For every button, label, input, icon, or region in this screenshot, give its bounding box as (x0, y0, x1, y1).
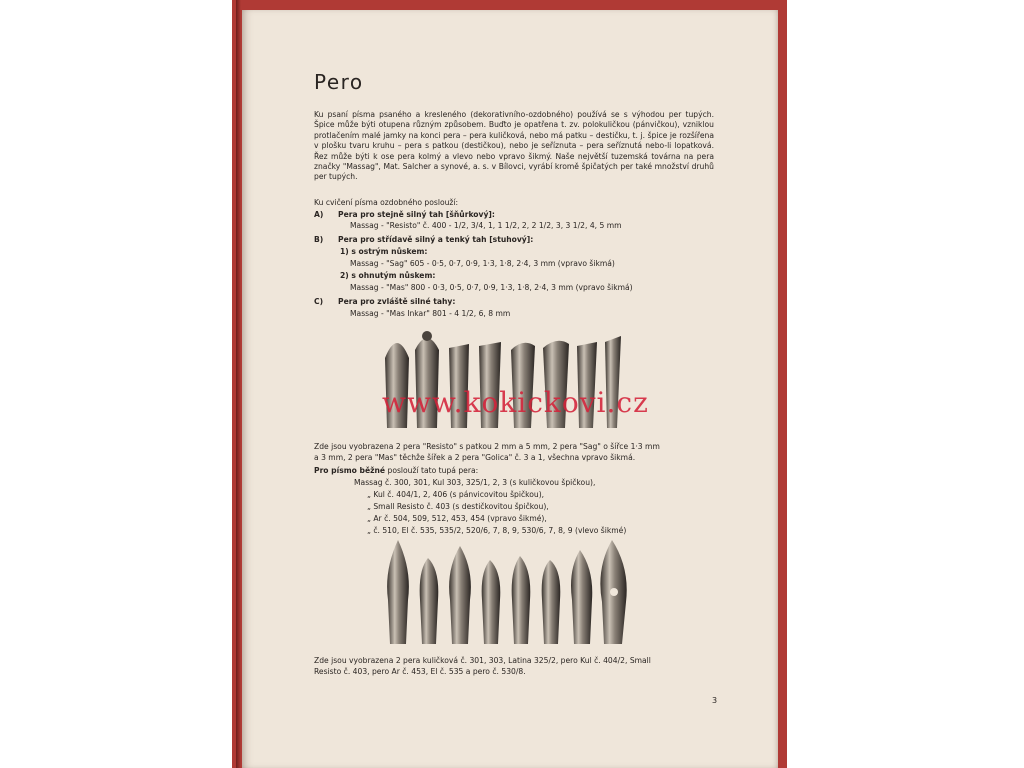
caption-1-line-2: a 3 mm, 2 pera "Mas" těchže šířek a 2 pera "Golica" č. 3 a 1, všechna vpravo šikmá. (314, 453, 636, 462)
section-b2-text: Massag - "Mas" 800 - 0·3, 0·5, 0·7, 0·9, 1·3, 1·8, 2·4, 3 mm (vpravo šikmá) (350, 283, 633, 292)
list-item: „ Kul č. 404/1, 2, 406 (s pánvicovitou špičkou), (367, 490, 545, 499)
nib-latina-325-2 (449, 546, 471, 644)
section-b1-text: Massag - "Sag" 605 - 0·5, 0·7, 0·9, 1·3, 1·8, 2·4, 3 mm (vpravo šikmá) (350, 259, 615, 268)
pen-nibs-illustration-2 (380, 540, 640, 648)
list-item: „ Ar č. 504, 509, 512, 453, 454 (vpravo šikmé), (367, 514, 547, 523)
page-heading: Pero (314, 70, 364, 94)
nib-ar-453 (542, 560, 561, 644)
nib-small-resisto-403 (512, 556, 531, 644)
section-c-label: C) (314, 297, 324, 306)
page-number: 3 (712, 696, 718, 705)
ornamental-intro-text: Ku cvičení písma ozdobného poslouží: (314, 198, 459, 207)
book-spine-shadow (236, 0, 241, 768)
section-b-title: Pera pro střídavě silný a tenký tah [stuhový]: (338, 235, 534, 244)
section-b1-title: 1) s ostrým nůskem: (340, 247, 428, 256)
caption-1-line-1: Zde jsou vyobrazena 2 pera "Resisto" s patkou 2 mm a 5 mm, 2 pera "Sag" o šířce 1·3 mm (314, 442, 660, 451)
list-item: „ č. 510, El č. 535, 535/2, 520/6, 7, 8, 9, 530/6, 7, 8, 9 (vlevo šikmé) (367, 526, 627, 535)
nib-kul-303 (420, 558, 439, 644)
list-item: „ Small Resisto č. 403 (s destičkovitou špičkou), (367, 502, 549, 511)
nib-530-8 (600, 540, 626, 644)
common-pens-intro (314, 466, 478, 476)
section-a-label: A) (314, 210, 324, 219)
section-a-title: Pera pro stejně silný tah [šňůrkový]: (338, 210, 495, 219)
nib-el-535 (571, 550, 592, 644)
section-b2-title: 2) s ohnutým nůskem: (340, 271, 436, 280)
section-c-text: Massag - "Mas Inkar" 801 - 4 1/2, 6, 8 mm (350, 309, 511, 318)
common-pens-title: Pro písmo běžné (314, 466, 386, 475)
intro-paragraph: Ku psaní písma psaného a kresleného (dekorativního-ozdobného) používá se s výhodou per tupých. Špice může býti otupena různým způsobem. Buďto je opatřena t. zv. polokuličkou (pánvičkou), vzniklou protlačením malé jamky na konci pera – pera kuličková, nebo má patku – destičku, t. j. špice je rozšířena v plošku tvaru kruhu – pera s patkou (destičkou), nebo je seříznuta – pera seříznutá nebo-li lopatková. Řez může býti k ose pera kolmý a vlevo nebo vpravo šikmý. Naše největší tuzemská továrna na pera značky "Massag", Mat. Salcher a synové, a. s. v Bílovci, vyrábí kromě špičatých per také množství druhů per tupých. (314, 110, 714, 182)
nib-kul-404-2 (482, 560, 501, 644)
section-b-label: B) (314, 235, 324, 244)
caption-2-line-1: Zde jsou vyobrazena 2 pera kuličková č. 301, 303, Latina 325/2, pero Kul č. 404/2, Small (314, 656, 651, 665)
caption-2-line-2: Resisto č. 403, pero Ar č. 453, El č. 535 a pero č. 530/8. (314, 667, 526, 676)
common-pens-rest: poslouží tato tupá pera: (387, 466, 479, 475)
list-item: Massag č. 300, 301, Kul 303, 325/1, 2, 3 (s kuličkovou špičkou), (354, 478, 596, 487)
nib-kul-301 (387, 540, 409, 644)
section-c-title: Pera pro zvláště silné tahy: (338, 297, 456, 306)
watermark-text: www.kokickovi.cz (382, 386, 649, 419)
ornamental-intro (314, 198, 458, 208)
section-a-text: Massag - "Resisto" č. 400 - 1/2, 3/4, 1, 1 1/2, 2, 2 1/2, 3, 3 1/2, 4, 5 mm (350, 221, 622, 230)
